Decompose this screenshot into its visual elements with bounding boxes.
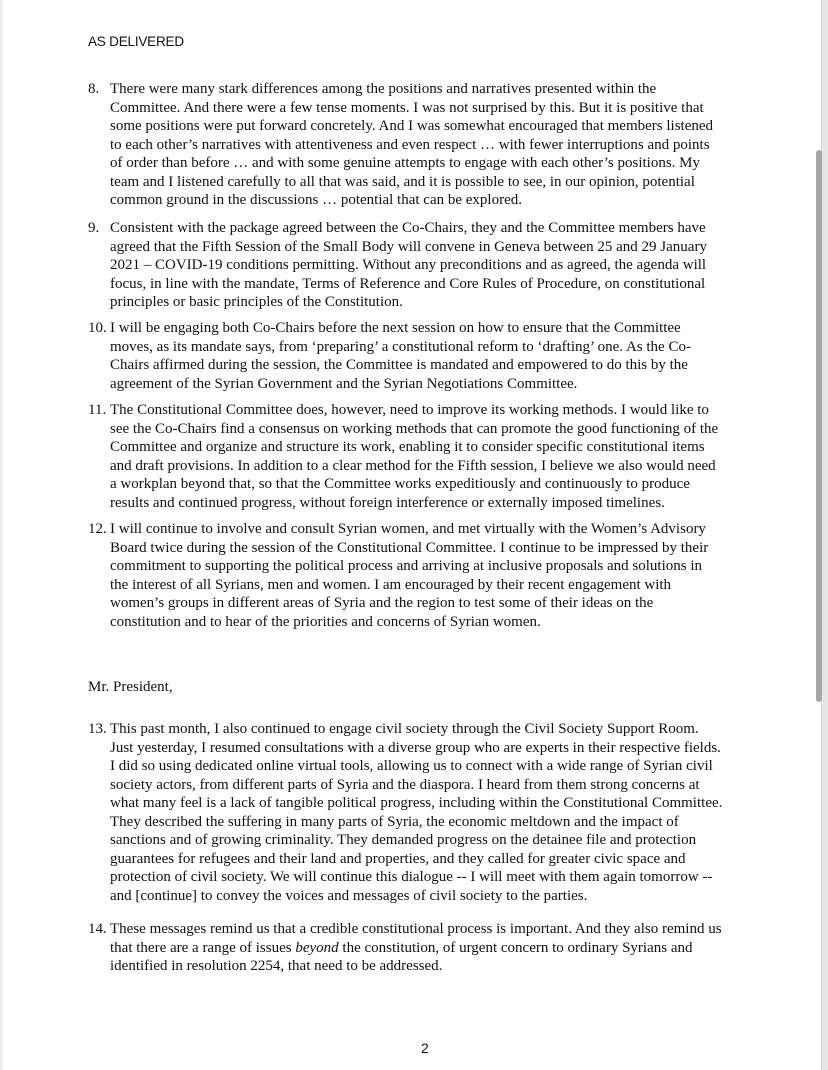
paragraph-line: These messages remind us that a credible constitutional process is important. And they also remind us bbox=[110, 921, 722, 937]
paragraph-line: society actors, from different parts of Syria and the diaspora. I heard from them strong concerns at bbox=[110, 776, 700, 793]
paragraph-line: to each other’s narratives with attentiveness and even respect … with fewer interruptions and points bbox=[110, 136, 710, 153]
paragraph-line: agreement of the Syrian Government and the Syrian Negotiations Committee. bbox=[110, 375, 578, 392]
numbered-paragraph bbox=[88, 520, 708, 631]
paragraph-line: The Constitutional Committee does, however, need to improve its working methods. I would like to bbox=[110, 402, 709, 418]
paragraph-number: 10. bbox=[88, 320, 107, 336]
paragraph-number: 11. bbox=[88, 402, 107, 418]
numbered-paragraph bbox=[88, 219, 707, 312]
paragraph-line: guarantees for refugees and their land and properties, and they called for greater civic space and bbox=[110, 850, 686, 867]
paragraph-line: Just yesterday, I resumed consultations with a diverse group who are experts in their respective fields. bbox=[110, 739, 721, 756]
paragraph-line: some positions were put forward concretely. And I was somewhat encouraged that members listened bbox=[110, 118, 714, 134]
paragraph-line: the interest of all Syrians, men and women. I am encouraged by their recent engagement with bbox=[110, 576, 672, 593]
line-text: the constitution, of urgent concern to ordinary Syrians and bbox=[338, 939, 693, 956]
page-number: 2 bbox=[421, 1040, 429, 1056]
numbered-paragraph bbox=[88, 80, 713, 210]
paragraph-number: 8. bbox=[88, 81, 100, 97]
paragraph-number: 14. bbox=[88, 921, 107, 937]
paragraph-line: Committee. And there were a few tense moments. I was not surprised by this. But it is positive that bbox=[110, 99, 704, 116]
paragraph-line: They described the suffering in many parts of Syria, the economic meltdown and the impact of bbox=[110, 813, 679, 830]
paragraph-line: protection of civil society. We will continue this dialogue -- I will meet with them again tomorrow -- bbox=[110, 869, 713, 885]
paragraph-line: Committee and organize and structure its work, enabling it to consider specific constitutional items bbox=[110, 439, 705, 455]
numbered-paragraph bbox=[88, 920, 722, 976]
numbered-paragraph bbox=[88, 720, 722, 905]
paragraph-number: 12. bbox=[88, 521, 107, 537]
paragraph-line: principles or basic principles of the Constitution. bbox=[110, 294, 403, 310]
paragraph-line: Chairs affirmed during the session, the Committee is mandated and empowered to do this by the bbox=[110, 357, 688, 373]
paragraph-line: I will continue to involve and consult Syrian women, and met virtually with the Women’s Advisory bbox=[110, 521, 706, 537]
paragraph-line: team and I listened carefully to all that was said, and it is possible to see, in our opinion, potential bbox=[110, 173, 695, 190]
paragraph-line: see the Co-Chairs find a consensus on working methods that can promote the good functioning of the bbox=[110, 420, 719, 437]
paragraph-line: Board twice during the session of the Constitutional Committee. I continue to be impressed by their bbox=[110, 539, 709, 556]
paragraph-line: of order than before … and with some genuine attempts to engage with each other’s positions. My bbox=[110, 155, 700, 171]
paragraph-number: 13. bbox=[88, 721, 107, 737]
paragraph-line: constitution and to hear of the priorities and concerns of Syrian women. bbox=[110, 613, 541, 630]
paragraph-line: identified in resolution 2254, that need to be addressed. bbox=[110, 958, 443, 974]
numbered-paragraph bbox=[88, 319, 691, 393]
paragraph-line: I did so using dedicated online virtual tools, allowing us to connect with a wide range of Syrian civil bbox=[110, 758, 713, 774]
paragraph-line: Consistent with the package agreed between the Co-Chairs, they and the Committee members have bbox=[110, 220, 706, 236]
paragraph-line: I will be engaging both Co-Chairs before the next session on how to ensure that the Committee bbox=[110, 320, 681, 336]
paragraph-line: agreed that the Fifth Session of the Small Body will convene in Geneva between 25 and 29 January bbox=[110, 238, 707, 255]
paragraph-line: sanctions and of growing criminality. They demanded progress on the detainee file and protection bbox=[110, 832, 697, 848]
numbered-paragraph bbox=[88, 401, 718, 512]
paragraph-line: There were many stark differences among the positions and narratives presented within the bbox=[110, 81, 657, 97]
paragraph-number: 9. bbox=[88, 220, 100, 236]
page-left-edge bbox=[0, 0, 3, 1070]
paragraph-line: what many feel is a lack of tangible political progress, including within the Constitutional Committee. bbox=[110, 795, 723, 811]
paragraph-line: 2021 – COVID-19 conditions permitting. Without any preconditions and as agreed, the agenda will bbox=[110, 257, 707, 273]
scrollbar-track[interactable] bbox=[821, 0, 828, 1070]
salutation: Mr. President, bbox=[88, 679, 173, 695]
paragraph-line bbox=[110, 939, 722, 958]
line-text: that there are a range of issues bbox=[110, 939, 296, 956]
paragraph-line: results and continued progress, without foreign interference or externally imposed timelines. bbox=[110, 494, 665, 511]
emphasized-word: beyond bbox=[295, 939, 339, 956]
scrollbar-thumb[interactable] bbox=[816, 150, 822, 702]
paragraph-line: a workplan beyond that, so that the Committee works expeditiously and continuously to produce bbox=[110, 476, 690, 492]
paragraph-line: commitment to supporting the political process and arriving at inclusive proposals and solutions in bbox=[110, 558, 702, 574]
paragraph-line: women’s groups in different areas of Syria and the region to test some of their ideas on the bbox=[110, 595, 654, 611]
document-header: AS DELIVERED bbox=[88, 34, 184, 49]
paragraph-line: focus, in line with the mandate, Terms of Reference and Core Rules of Procedure, on constitutional bbox=[110, 275, 706, 292]
paragraph-line: This past month, I also continued to engage civil society through the Civil Society Support Room. bbox=[110, 721, 699, 737]
paragraph-line: moves, as its mandate says, from ‘preparing’ a constitutional reform to ‘drafting’ one. As the Co- bbox=[110, 338, 691, 355]
paragraph-line: and draft provisions. In addition to a clear method for the Fifth session, I believe we also would need bbox=[110, 457, 716, 474]
paragraph-line: and [continue] to convey the voices and messages of civil society to the parties. bbox=[110, 887, 588, 904]
paragraph-line: common ground in the discussions … potential that can be explored. bbox=[110, 192, 523, 208]
